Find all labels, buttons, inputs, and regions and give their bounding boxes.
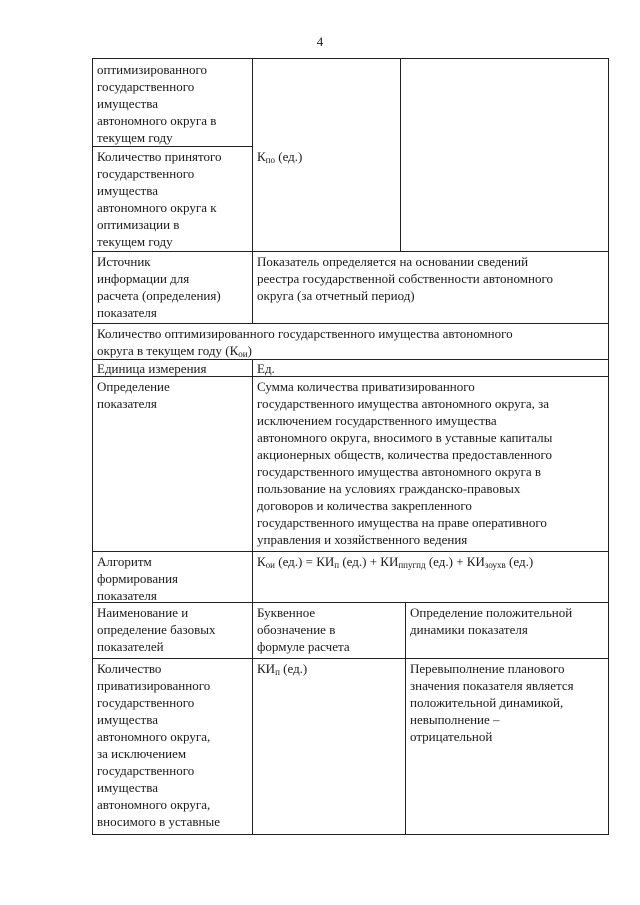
table-line: [92, 251, 609, 252]
symbol-subscript: по: [265, 155, 275, 165]
page-number: 4: [316, 34, 324, 49]
calculation-formula: [257, 553, 607, 570]
indicator-title: [97, 325, 607, 359]
indicator-title-text: Количество оптимизированного государственного имущества автономного округа в текущем году (: [97, 326, 513, 358]
table-cell-value: Перевыполнение планового значения показателя является положительной динамикой, невыполнение – отрицательной: [410, 661, 574, 744]
symbol-subscript: п: [275, 667, 280, 677]
table-line: [405, 602, 406, 834]
table-cell-label: Алгоритм формирования показателя: [97, 554, 179, 603]
table-line: [252, 359, 253, 834]
table-line: [92, 551, 609, 552]
table-cell-value: Сумма количества приватизированного государственного имущества автономного округа, за исключением государственного имущества автономного округа, вносимого в уставные капиталы акционерных обществ, количества предоставленного государственного имущества автономного округа в пользование на условиях гражданско-правовых договоров и количества закрепленного государственного имущества на праве оперативного управления и хозяйственного ведения: [257, 379, 553, 547]
symbol-unit: (ед.): [279, 661, 308, 676]
symbol-letter: КИ: [257, 661, 276, 676]
formula-part: (ед.) = КИ: [275, 554, 335, 569]
formula-subscript: п: [334, 560, 340, 570]
symbol-letter: К: [257, 149, 266, 164]
table-cell-label: Источник информации для расчета (определения) показателя: [97, 254, 221, 320]
table-line: [92, 323, 609, 324]
table-line: [400, 58, 401, 251]
table-cell-label: Количество приватизированного государственного имущества автономного округа, за исключением государственного имущества автономного округа, вносимого в уставные: [97, 661, 220, 829]
table-cell-value: Ед.: [257, 361, 275, 376]
symbol-unit: (ед.): [275, 149, 303, 164]
table-cell-label: Количество принятого государственного имущества автономного округа к оптимизации в текущем году: [97, 149, 222, 249]
formula-subscript: ои: [265, 560, 275, 570]
formula-part: (ед.) + КИ: [425, 554, 485, 569]
table-line: [608, 58, 609, 834]
table-line: [252, 58, 253, 323]
formula-part: К: [257, 554, 266, 569]
table-cell-label: оптимизированного государственного имущества автономного округа в текущем году: [97, 62, 217, 145]
column-header: Наименование и определение базовых показателей: [97, 605, 216, 654]
formula-symbol: [257, 660, 402, 677]
table-line: [92, 658, 609, 659]
formula-subscript: зоухв: [484, 560, 506, 570]
table-line: [92, 58, 93, 834]
table-cell-label: Единица измерения: [97, 361, 207, 376]
table-line: [92, 834, 609, 835]
table-line: [92, 58, 609, 59]
formula-symbol: [257, 148, 397, 165]
table-cell-label: Определение показателя: [97, 379, 170, 411]
column-header: Определение положительной динамики показателя: [410, 605, 573, 637]
formula-subscript: ппугпд: [398, 560, 426, 570]
symbol-letter: К: [229, 343, 239, 358]
formula-part: (ед.): [505, 554, 534, 569]
formula-part: (ед.) + КИ: [339, 554, 399, 569]
column-header: Буквенное обозначение в формуле расчета: [257, 605, 350, 654]
table-cell-value: Показатель определяется на основании сведений реестра государственной собственности автономного округа (за отчетный период): [257, 254, 553, 303]
symbol-subscript: ои: [238, 349, 248, 359]
table-line: [92, 146, 252, 147]
closing-paren: ): [247, 343, 252, 358]
